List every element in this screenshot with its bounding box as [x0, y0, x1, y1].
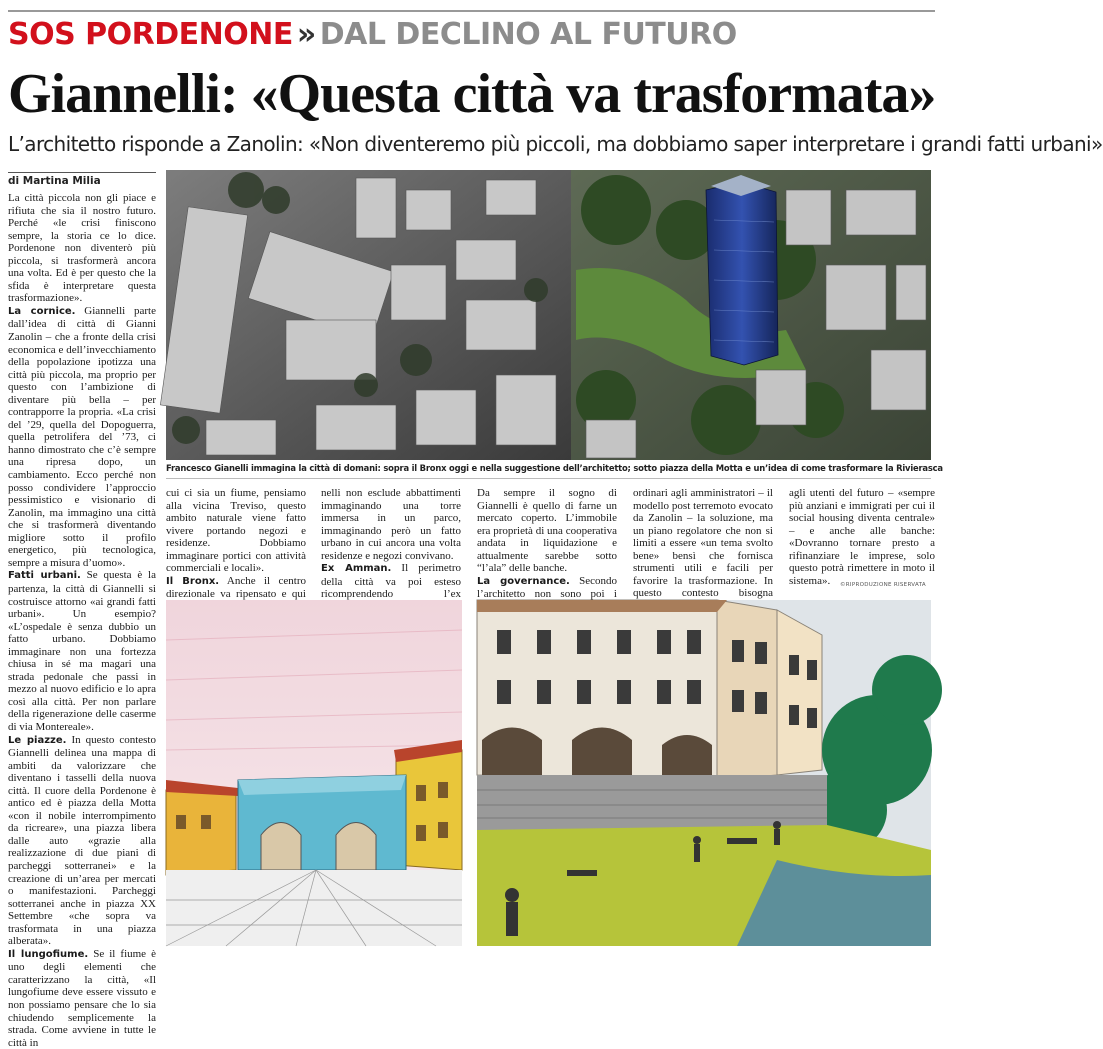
- headline: Giannelli: «Questa città va trasformata»: [8, 63, 936, 125]
- paragraph-ex-amman: Ex Amman. Il perimetro della città va poi esteso ricomprendendo l’ex: [321, 562, 461, 601]
- kicker-topic: DAL DECLINO AL FUTURO: [319, 17, 737, 52]
- paragraph-cornice: La cornice. Giannelli parte dall’idea di città di Gianni Zanolin – che a fronte della crisi economica e dell’invecchiamento della popolazione ipotizza una città più piccola, ma proprio per questo con l’ambizione di diventare più bella – per contrapporre la propria. «La crisi del ’29, quella del Dopoguerra, quella petrolifera del ’73, ci hanno dimostrato che c’è sempre una ripresa dopo, un cambiamento. Ecco perché non posso condividere l’approccio pessimistico e visionario di Zanolin, ma immagino una città che si trasformerà diventando migliore sotto il profilo energetico, più tecnologica, sempre a misura d’uomo».: [8, 304, 156, 569]
- article-column-2: cui ci sia un fiume, pensiamo alla vicina Treviso, questo ambito naturale viene fatto vivere portando negozi e residenze. Dobbiamo immaginare portici con attività commerciali e locali». Il Bronx. Anche il centro direzionale va ripensato e qui: [166, 487, 306, 587]
- subtitle-piazze: Le piazze.: [8, 734, 67, 746]
- paragraph-bronx: Il Bronx. Anche il centro direzionale va ripensato e qui: [166, 574, 306, 601]
- rivierasca-render-image: [477, 600, 931, 946]
- kicker-section: SOS PORDENONE: [8, 17, 293, 52]
- subtitle-lungofiume: Il lungofiume.: [8, 948, 89, 960]
- paragraph-governance: La governance. Secondo l’architetto non sono poi i: [477, 574, 617, 601]
- article-column-4: Da sempre il sogno di Giannelli è quello di farne un mercato coperto. L’immobile era proprietà di una cooperativa andata in liquidazione e attualmente sarebbe sotto “l’ala” delle banche. La governance. Secondo l’architetto non sono poi i: [477, 487, 617, 587]
- paragraph-fatti-urbani: Fatti urbani. Se questa è la partenza, la città di Giannelli si costruisce attorno «ai grandi fatti urbani». Un esempio? «L’ospedale è senza dubbio un fatto urbano. Dobbiamo immaginare non una fortezza chiusa in sé ma magari una strada pedonale che passi in mezzo al nuovo edificio e lo apra così alla città. Per non parlare della rigenerazione delle caserme di via Montereale».: [8, 569, 156, 733]
- paragraph-piazze: Le piazze. In questo contesto Giannelli delinea una mappa di ambiti da valorizzare che diventano i tasselli della nuova città. Il cuore della Pordenone è antico ed è piazza della Motta «con il nobile interrompimento da ricreare», una piazza libera dalle auto «grazie alla realizzazione di due piani di parcheggi sotterranei» e la creazione di un’area per mercati o manifestazioni. Parcheggi sotterranei anche in piazza XX Settembre «che sopra va trasformata in una piazza alberata».: [8, 733, 156, 948]
- photo-caption: Francesco Gianelli immagina la città di domani: sopra il Bronx oggi e nella suggestione dell’architetto; sotto piazza della Motta e un’idea di come trasformare la Rivierasca: [166, 463, 943, 473]
- subtitle-bronx: Il Bronx.: [166, 575, 220, 587]
- rivierasca-render: [477, 600, 931, 946]
- piazza-motta-sketch-image: [166, 600, 462, 946]
- article-lead: La città piccola non gli piace e rifiuta che sia il nostro futuro. Perché «le crisi finiscono sempre, la storia ce lo dice. Pordenone non diventerò più piccola, si trasformerà ancora una volta. Ed è per questo che la sfida è interpretare questa trasformazione».: [8, 192, 156, 305]
- article-column-6: agli utenti del futuro – «sempre più anziani e immigrati per cui il social housing diventa centrale» – e anche alle banche: «Dovranno tornare presto a rifinanziare le imprese, solo questo potrà rimettere in moto il sistema».: [789, 487, 935, 587]
- article-column-1: [8, 192, 156, 1049]
- paragraph-lungofiume: Il lungofiume. Se il fiume è uno degli elementi che caratterizzano la città, «Il lungofiume deve essere vissuto e non possiamo pensare che lo sia chiudendo semplicemente la strada. Come avviene in tutte le città in: [8, 947, 156, 1049]
- kicker-separator: »: [296, 17, 316, 52]
- caption-rule: [166, 478, 931, 479]
- aerial-photo-image: [166, 170, 931, 460]
- subtitle-ex-amman: Ex Amman.: [321, 563, 392, 575]
- subtitle-cornice: La cornice.: [8, 305, 76, 317]
- subtitle-fatti-urbani: Fatti urbani.: [8, 570, 81, 582]
- aerial-photo-before-after: [166, 170, 931, 460]
- article-column-5: ordinari agli amministratori – il modello post terremoto evocato da Zanolin – la soluzione, ma un piano regolatore che non si limiti a essere «un tema svolto bene» bensì che fornisca strumenti utili e facili per favorire la trasformazione. In questo contesto bisogna: [633, 487, 773, 600]
- subtitle-governance: La governance.: [477, 575, 570, 587]
- section-kicker: [8, 18, 737, 52]
- piazza-motta-sketch: [166, 600, 462, 946]
- article-column-3: nelli non esclude abbattimenti immaginando una torre immersa in un parco, immaginando però un fatto urbano in cui ancora una volta residenze e negozi convivano. Ex Amman. Il perimetro della città va poi esteso ricomprendendo l’ex: [321, 487, 461, 587]
- byline: di Martina Milia: [8, 172, 156, 187]
- top-rule: [8, 10, 935, 12]
- subheadline: L’architetto risponde a Zanolin: «Non diventeremo più piccoli, ma dobbiamo saper interpretare i grandi fatti urbani»: [8, 132, 1103, 156]
- copyright-credit: ©RIPRODUZIONE RISERVATA: [840, 582, 926, 588]
